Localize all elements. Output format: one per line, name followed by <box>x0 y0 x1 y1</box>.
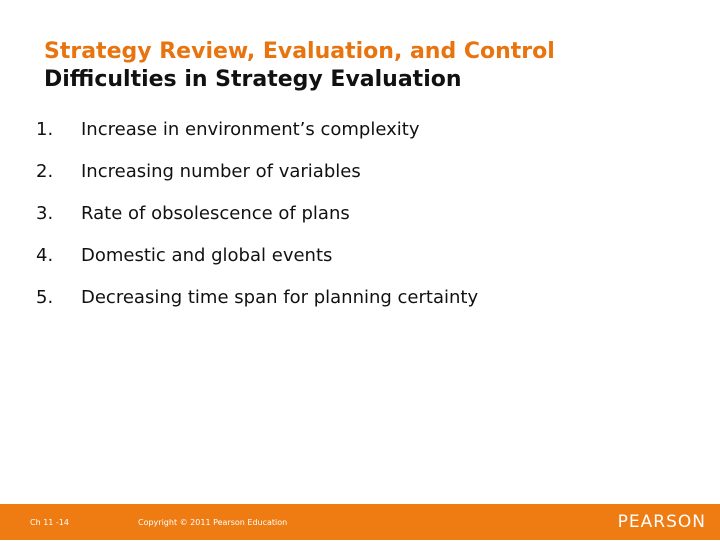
list-item-text: Rate of obsolescence of plans <box>81 203 350 224</box>
list-item <box>36 284 676 326</box>
difficulty-list <box>36 116 676 326</box>
list-item-number: 2. <box>36 161 54 182</box>
list-item-text: Increasing number of variables <box>81 161 361 182</box>
list-item-number: 1. <box>36 119 54 140</box>
slide-subtitle: Difficulties in Strategy Evaluation <box>44 67 462 92</box>
list-item-text: Domestic and global events <box>81 245 333 266</box>
list-item <box>36 116 676 158</box>
list-item <box>36 200 676 242</box>
list-item-text: Decreasing time span for planning certainty <box>81 287 479 308</box>
slide-title <box>44 38 684 94</box>
list-item-number: 5. <box>36 287 54 308</box>
page-number: Ch 11 -14 <box>30 518 69 527</box>
list-item <box>36 242 676 284</box>
pearson-logo: PEARSON <box>617 512 706 532</box>
footer-bar <box>0 504 720 540</box>
copyright-notice: Copyright © 2011 Pearson Education <box>138 518 288 527</box>
list-item <box>36 158 676 200</box>
slide-title-main: Strategy Review, Evaluation, and Control <box>44 39 555 64</box>
list-item-number: 4. <box>36 245 54 266</box>
list-item-number: 3. <box>36 203 54 224</box>
list-item-text: Increase in environment’s complexity <box>81 119 420 140</box>
